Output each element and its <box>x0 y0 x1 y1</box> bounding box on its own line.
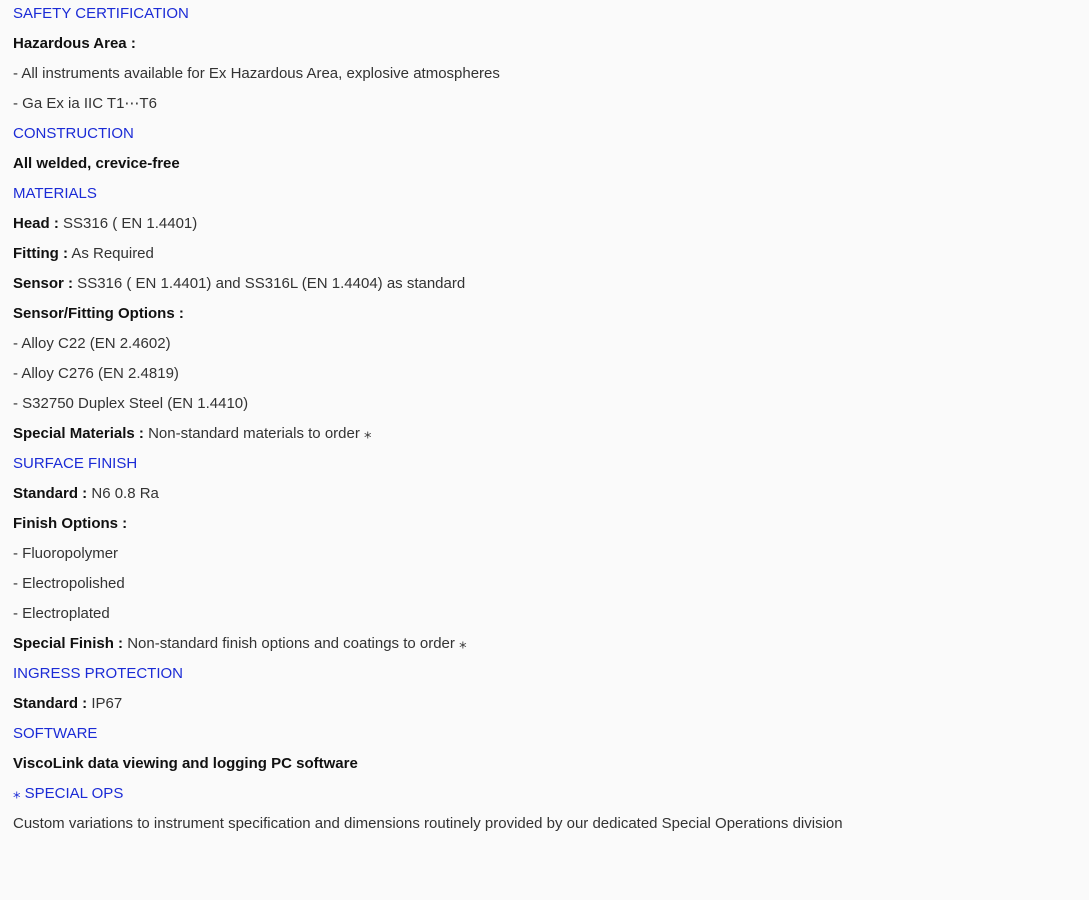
spec-value: Non-standard finish options and coatings to order ⁎ <box>123 635 467 652</box>
spec-label: Head : <box>13 215 59 232</box>
spec-line <box>13 34 1089 54</box>
spec-line <box>13 514 1089 534</box>
spec-label: Standard : <box>13 695 88 712</box>
spec-value: - Ga Ex ia IIC T1⋯T6 <box>13 95 157 112</box>
spec-line <box>13 484 1089 504</box>
spec-label: ViscoLink data viewing and logging PC software <box>13 755 358 772</box>
section-heading: INGRESS PROTECTION <box>13 665 184 682</box>
spec-line <box>13 754 1089 774</box>
spec-label: All welded, crevice-free <box>13 155 180 172</box>
section-construction <box>13 124 1089 174</box>
spec-label: Sensor : <box>13 275 74 292</box>
spec-line <box>13 154 1089 174</box>
spec-label: Hazardous Area : <box>13 35 136 52</box>
spec-value: - S32750 Duplex Steel (EN 1.4410) <box>13 395 249 412</box>
spec-line <box>13 94 1089 114</box>
spec-value: - Alloy C22 (EN 2.4602) <box>13 335 171 352</box>
spec-label: Standard : <box>13 485 88 502</box>
section-special-ops <box>13 784 1089 834</box>
spec-line <box>13 244 1089 264</box>
section-ingress-protection <box>13 664 1089 714</box>
spec-line <box>13 634 1089 654</box>
spec-line <box>13 364 1089 384</box>
spec-line <box>13 214 1089 234</box>
spec-value: - Electropolished <box>13 575 125 592</box>
spec-line <box>13 604 1089 624</box>
section-heading: ⁎ SPECIAL OPS <box>13 785 124 802</box>
spec-value: - Alloy C276 (EN 2.4819) <box>13 365 179 382</box>
spec-value: Non-standard materials to order ⁎ <box>143 425 372 442</box>
section-heading: CONSTRUCTION <box>13 125 134 142</box>
section-heading: SAFETY CERTIFICATION <box>13 5 189 22</box>
section-software <box>13 724 1089 774</box>
section-heading: MATERIALS <box>13 185 97 202</box>
spec-value: SS316 ( EN 1.4401) <box>58 215 198 232</box>
spec-line <box>13 544 1089 564</box>
spec-value: - Electroplated <box>13 605 110 622</box>
spec-value: As Required <box>67 245 154 262</box>
spec-line <box>13 64 1089 84</box>
spec-line <box>13 304 1089 324</box>
section-surface-finish <box>13 454 1089 654</box>
spec-value: Custom variations to instrument specification and dimensions routinely provided by our dedicated Special Operations division <box>13 815 843 832</box>
spec-line <box>13 574 1089 594</box>
spec-line <box>13 394 1089 414</box>
spec-value: SS316 ( EN 1.4401) and SS316L (EN 1.4404) as standard <box>73 275 466 292</box>
section-safety-certification <box>13 4 1089 114</box>
spec-line <box>13 334 1089 354</box>
section-heading: SURFACE FINISH <box>13 455 138 472</box>
spec-line <box>13 814 1089 834</box>
spec-value: - Fluoropolymer <box>13 545 119 562</box>
section-heading: SOFTWARE <box>13 725 98 742</box>
spec-label: Finish Options : <box>13 515 128 532</box>
spec-value: IP67 <box>87 695 123 712</box>
spec-label: Sensor/Fitting Options : <box>13 305 184 322</box>
spec-value: - All instruments available for Ex Hazardous Area, explosive atmospheres <box>13 65 500 82</box>
spec-line <box>13 424 1089 444</box>
section-materials <box>13 184 1089 444</box>
spec-value: N6 0.8 Ra <box>87 485 159 502</box>
spec-label: Fitting : <box>13 245 68 262</box>
spec-label: Special Materials : <box>13 425 144 442</box>
spec-line <box>13 694 1089 714</box>
spec-label: Special Finish : <box>13 635 124 652</box>
spec-line <box>13 274 1089 294</box>
